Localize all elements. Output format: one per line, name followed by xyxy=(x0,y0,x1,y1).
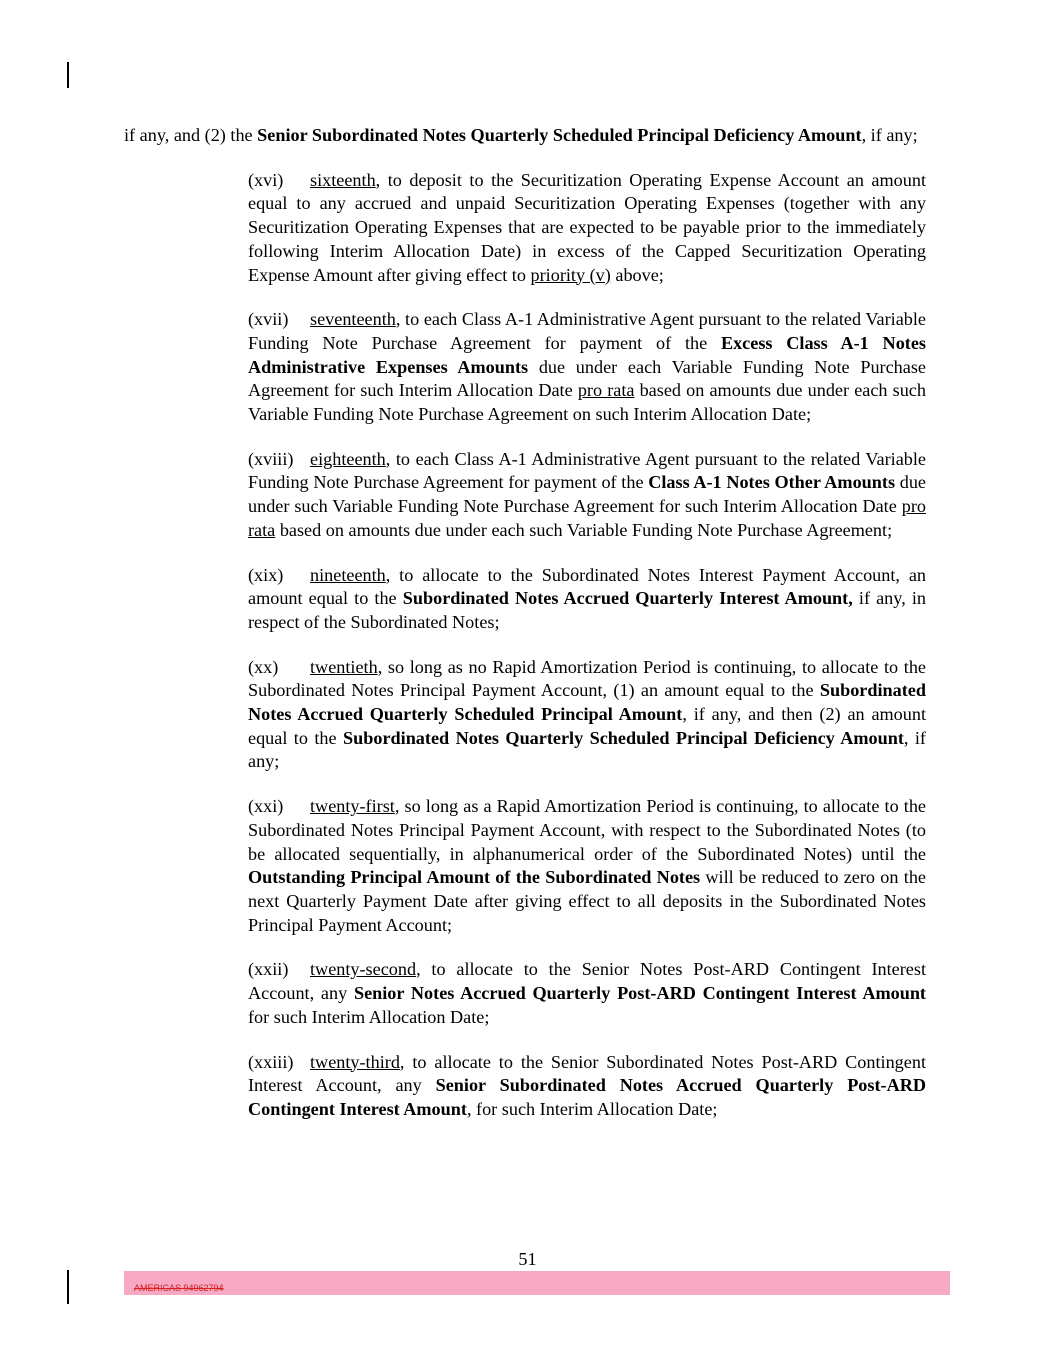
document-id: AMERICAS 94962794 xyxy=(134,1283,224,1293)
revision-bar-top xyxy=(67,62,69,88)
clause-number: (xxii) xyxy=(248,959,289,980)
clause-number: (xxi) xyxy=(248,796,284,817)
clause-number: (xvi) xyxy=(248,169,284,190)
defined-term: Senior Notes Accrued Quarterly Post-ARD Contingent Interest Amount xyxy=(353,983,926,1004)
pro-rata-term: pro rata xyxy=(577,380,635,401)
clause-ordinal: eighteenth xyxy=(310,448,386,469)
defined-term: Outstanding Principal Amount of the Subordinated Notes xyxy=(248,867,701,888)
defined-term: Subordinated Notes Accrued Quarterly Scheduled Principal Amount xyxy=(248,680,926,725)
cross-reference: priority (v) xyxy=(530,264,611,285)
document-body xyxy=(124,124,926,1143)
page-number: 51 xyxy=(518,1249,537,1269)
defined-term: Subordinated Notes Quarterly Scheduled Principal Deficiency Amount xyxy=(343,727,904,748)
revision-bar-bottom xyxy=(67,1270,69,1304)
clause-ordinal: twenty-third xyxy=(310,1051,400,1072)
clause-number: (xx) xyxy=(248,656,279,677)
defined-term: Senior Subordinated Notes Quarterly Scheduled Principal Deficiency Amount xyxy=(257,125,862,145)
clause-ordinal: twentieth xyxy=(310,656,378,677)
priority-clause-xvi: (xvi) sixteenth, to deposit to the Securitization Operating Expense Account an amount equal to any accrued and unpaid Securitization Operating Expenses (together with any Securitization Operating Expenses that are expected to be payable prior to the immediately following Interim Allocation Date) in excess of the Capped Securitization Operating Expense Amount after giving effect to priority (v) above; xyxy=(248,169,926,285)
priority-clause-xxii: (xxii) twenty-second, to allocate to the Senior Notes Post-ARD Contingent Interest Account, any Senior Notes Accrued Quarterly Post-ARD Contingent Interest Amount for such Interim Allocation Date; xyxy=(248,959,926,1027)
defined-term: Class A-1 Notes Other Amounts xyxy=(648,472,896,493)
clause-number: (xix) xyxy=(248,564,284,585)
footer-band xyxy=(124,1271,950,1295)
clause-number: (xvii) xyxy=(248,309,289,330)
priority-clause-xvii: (xvii) seventeenth, to each Class A-1 Administrative Agent pursuant to the related Variable Funding Note Purchase Agreement for payment of the Excess Class A-1 Notes Administrative Expenses Amounts due under each Variable Funding Note Purchase Agreement for such Interim Allocation Date pro rata based on amounts due under each such Variable Funding Note Purchase Agreement on such Interim Allocation Date; xyxy=(248,309,926,425)
priority-clause-xx: (xx) twentieth, so long as no Rapid Amortization Period is continuing, to allocate to the Subordinated Notes Principal Payment Account, (1) an amount equal to the Subordinated Notes Accrued Quarterly Scheduled Principal Amount, if any, and then (2) an amount equal to the Subordinated Notes Quarterly Scheduled Principal Deficiency Amount, if any; xyxy=(248,656,927,772)
defined-term: Senior Subordinated Notes Accrued Quarterly Post-ARD Contingent Interest Amount xyxy=(248,1075,926,1119)
priority-clause-xix: (xix) nineteenth, to allocate to the Subordinated Notes Interest Payment Account, an amount equal to the Subordinated Notes Accrued Quarterly Interest Amount, if any, in respect of the Subordinated Notes; xyxy=(248,564,926,632)
defined-term: Excess Class A-1 Notes Administrative Expenses Amounts xyxy=(248,332,926,377)
clause-ordinal: nineteenth xyxy=(310,564,386,585)
priority-clause-xviii: (xviii) eighteenth, to each Class A-1 Administrative Agent pursuant to the related Variable Funding Note Purchase Agreement for payment of the Class A-1 Notes Other Amounts due under such Variable Funding Note Purchase Agreement for such Interim Allocation Date pro rata based on amounts due under each such Variable Funding Note Purchase Agreement; xyxy=(248,448,927,540)
pro-rata-term: pro rata xyxy=(248,496,926,540)
clause-number: (xxiii) xyxy=(248,1051,294,1072)
clause-ordinal: seventeenth xyxy=(310,309,396,330)
clause-number: (xviii) xyxy=(248,448,294,469)
clause-ordinal: sixteenth xyxy=(310,169,376,190)
priority-clause-xxiii: (xxiii) twenty-third, to allocate to the Senior Subordinated Notes Post-ARD Contingent Interest Account, any Senior Subordinated Notes Accrued Quarterly Post-ARD Contingent Interest Amount, for such Interim Allocation Date; xyxy=(248,1051,926,1119)
clause-ordinal: twenty-second xyxy=(310,959,417,980)
clause-ordinal: twenty-first xyxy=(310,796,395,817)
paragraph-continuation: if any, and (2) the Senior Subordinated Notes Quarterly Scheduled Principal Deficiency Amount, if any; xyxy=(124,125,918,145)
priority-clause-xxi: (xxi) twenty-first, so long as a Rapid Amortization Period is continuing, to allocate to the Subordinated Notes Principal Payment Account, with respect to the Subordinated Notes (to be allocated sequentially, in alphanumerical order of the Subordinated Notes) until the Outstanding Principal Amount of the Subordinated Notes will be reduced to zero on the next Quarterly Payment Date after giving effect to all deposits in the Subordinated Notes Principal Payment Account; xyxy=(248,796,926,935)
defined-term: Subordinated Notes Accrued Quarterly Interest Amount, xyxy=(402,588,853,609)
